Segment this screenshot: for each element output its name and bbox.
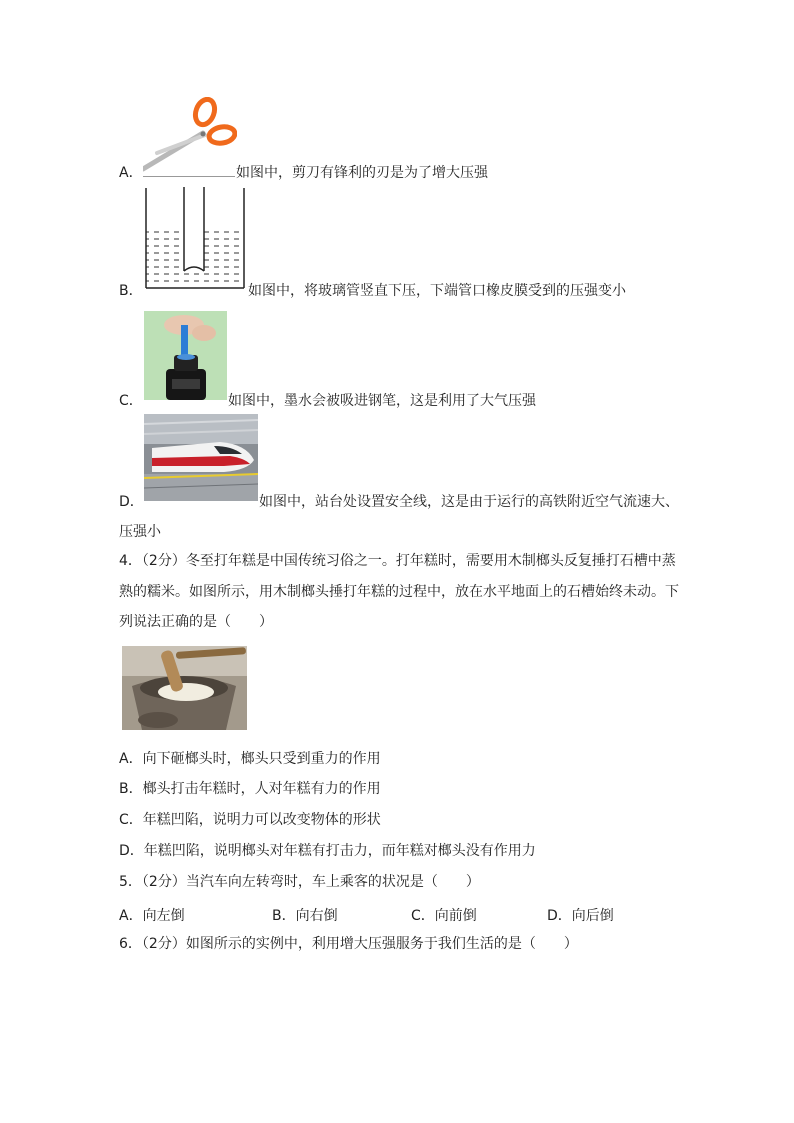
q3-option-b-text: 如图中，将玻璃管竖直下压，下端管口橡皮膜受到的压强变小 [248, 283, 626, 299]
q6-stem: 6．（2分）如图所示的实例中，利用增大压强服务于我们生活的是（ ） [119, 936, 578, 952]
q4-option-d: D．年糕凹陷，说明榔头对年糕有打击力，而年糕对榔头没有作用力 [119, 843, 536, 859]
option-a-underline [143, 176, 235, 177]
high-speed-train-image [144, 414, 258, 501]
fountain-pen-image [144, 311, 227, 400]
q5-option-a: A．向左倒 [119, 908, 185, 924]
q5-option-d: D．向后倒 [547, 908, 614, 924]
rice-cake-pounding-image [122, 646, 247, 730]
q3-option-c-label: C． [119, 393, 143, 409]
q3-option-d-text: 如图中，站台处设置安全线，这是由于运行的高铁附近空气流速大、 [259, 494, 679, 510]
q4-option-b: B．榔头打击年糕时，人对年糕有力的作用 [119, 781, 381, 797]
glass-tube-image [143, 187, 247, 291]
scissors-image [143, 97, 237, 175]
q3-option-a-text: 如图中，剪刀有锋利的刃是为了增大压强 [236, 165, 488, 181]
q5-option-b: B．向右倒 [272, 908, 338, 924]
q4-stem-line-3: 列说法正确的是（ ） [119, 614, 273, 630]
q5-option-c: C．向前倒 [411, 908, 477, 924]
q3-option-a-label: A． [119, 165, 143, 181]
q3-option-d-text-continued: 压强小 [119, 524, 161, 540]
q4-stem-line-2: 熟的糯米。如图所示，用木制榔头捶打年糕的过程中，放在水平地面上的石槽始终未动。下 [119, 584, 679, 600]
q3-option-d-label: D． [119, 494, 144, 510]
q4-option-a: A．向下砸榔头时，榔头只受到重力的作用 [119, 751, 381, 767]
q3-option-c-text: 如图中，墨水会被吸进钢笔，这是利用了大气压强 [228, 393, 536, 409]
q3-option-b-label: B． [119, 283, 143, 299]
q5-stem: 5．（2分）当汽车向左转弯时，车上乘客的状况是（ ） [119, 874, 480, 890]
q4-option-c: C．年糕凹陷，说明力可以改变物体的形状 [119, 812, 381, 828]
q4-stem-line-1: 4．（2分）冬至打年糕是中国传统习俗之一。打年糕时，需要用木制榔头反复捶打石槽中蒸 [119, 553, 676, 569]
